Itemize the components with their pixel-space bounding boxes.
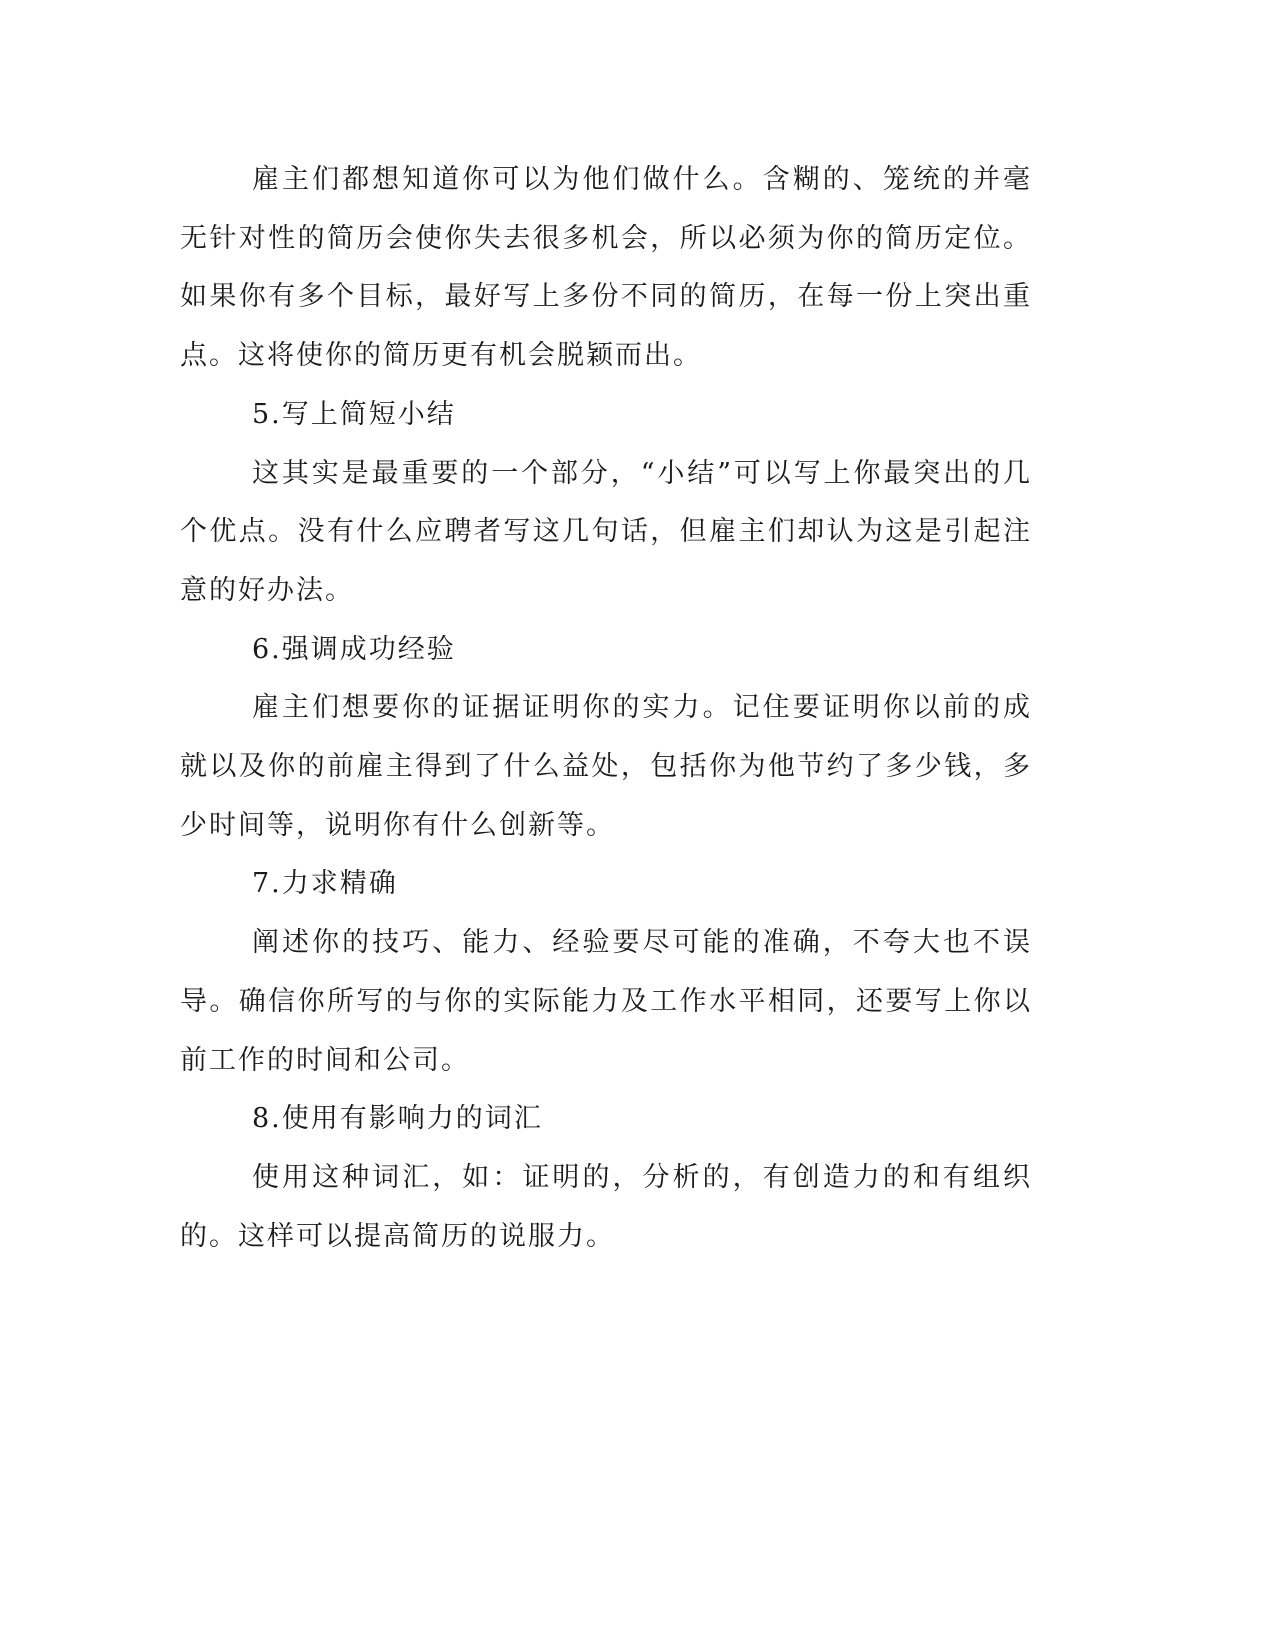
paragraph-be-precise: 阐述你的技巧、能力、经验要尽可能的准确，不夸大也不误导。确信你所写的与你的实际能力及工作水平相同，还要写上你以前工作的时间和公司。 bbox=[180, 927, 1032, 1076]
heading-brief-summary: 5.写上简短小结 bbox=[252, 398, 456, 430]
heading-impactful-words: 8.使用有影响力的词汇 bbox=[252, 1103, 543, 1135]
heading-success-experience: 6.强调成功经验 bbox=[252, 633, 456, 665]
paragraph-summary: 这其实是最重要的一个部分，“小结”可以写上你最突出的几个优点。没有什么应聘者写这几句话，但雇主们却认为这是引起注意的好办法。 bbox=[180, 457, 1032, 606]
paragraph-success-experience: 雇主们想要你的证据证明你的实力。记住要证明你以前的成就以及你的前雇主得到了什么益处，包括你为他节约了多少钱，多少时间等，说明你有什么创新等。 bbox=[180, 692, 1032, 841]
document-body bbox=[180, 151, 1032, 1266]
paragraph-resume-targeting: 雇主们都想知道你可以为他们做什么。含糊的、笼统的并毫无针对性的简历会使你失去很多机会，所以必须为你的简历定位。如果你有多个目标，最好写上多份不同的简历，在每一份上突出重点。这将使你的简历更有机会脱颖而出。 bbox=[180, 164, 1032, 372]
heading-be-precise: 7.力求精确 bbox=[252, 868, 398, 900]
paragraph-impactful-words: 使用这种词汇，如：证明的，分析的，有创造力的和有组织的。这样可以提高简历的说服力。 bbox=[180, 1161, 1032, 1252]
